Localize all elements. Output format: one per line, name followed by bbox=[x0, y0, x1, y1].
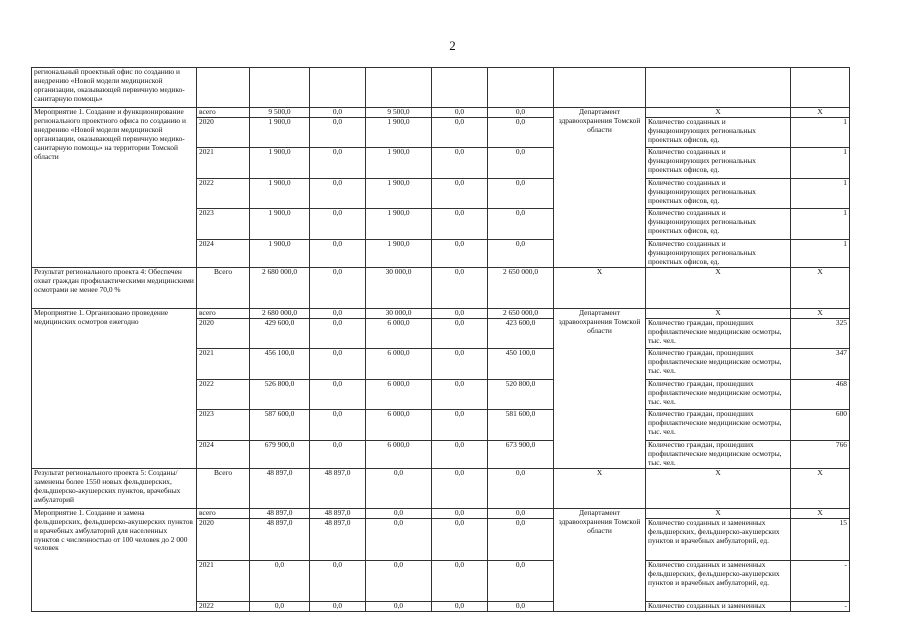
indicator-value: 1 bbox=[791, 147, 850, 178]
indicator-cell: Количество созданных и функционирующих региональных проектных офисов, ед. bbox=[646, 239, 791, 267]
regional-cell: 1 900,0 bbox=[366, 178, 432, 208]
indicator-value: 1 bbox=[791, 239, 850, 267]
municipal-cell: 0,0 bbox=[432, 508, 488, 518]
federal-cell: 0,0 bbox=[310, 208, 366, 239]
extra-budget-cell: 0,0 bbox=[488, 117, 554, 147]
result-value-x: Х bbox=[791, 468, 850, 508]
result-indicator-x: Х bbox=[646, 468, 791, 508]
indicator-value: Х bbox=[791, 308, 850, 318]
municipal-cell: 0,0 bbox=[432, 147, 488, 178]
indicator-value: 600 bbox=[791, 409, 850, 440]
municipal-cell: 0,0 bbox=[432, 468, 488, 508]
extra-budget-cell: 0,0 bbox=[488, 560, 554, 601]
municipal-cell: 0,0 bbox=[432, 208, 488, 239]
measure-description: Мероприятие 1. Организовано проведение медицинских осмотров ежегодно bbox=[32, 308, 197, 468]
result-value-x: Х bbox=[791, 267, 850, 308]
regional-cell: 0,0 bbox=[366, 468, 432, 508]
year-label: 2020 bbox=[197, 518, 250, 560]
indicator-cell: Количество созданных и функционирующих региональных проектных офисов, ед. bbox=[646, 117, 791, 147]
year-label: 2024 bbox=[197, 239, 250, 267]
extra-budget-cell: 2 650 000,0 bbox=[488, 267, 554, 308]
regional-cell: 1 900,0 bbox=[366, 239, 432, 267]
indicator-cell: Количество созданных и функционирующих региональных проектных офисов, ед. bbox=[646, 208, 791, 239]
federal-cell: 0,0 bbox=[310, 117, 366, 147]
department-cell: Департамент здравоохранения Томской области bbox=[554, 108, 646, 268]
total-cell: 587 600,0 bbox=[250, 409, 310, 440]
federal-cell: 48 897,0 bbox=[310, 468, 366, 508]
table-row bbox=[32, 108, 850, 118]
municipal-cell: 0,0 bbox=[432, 440, 488, 468]
indicator-value: 1 bbox=[791, 208, 850, 239]
department-cell: Департамент здравоохранения Томской области bbox=[554, 308, 646, 468]
indicator-cell: Количество граждан, прошедших профилактические медицинские осмотры, тыс. чел. bbox=[646, 440, 791, 468]
indicator-cell: Х bbox=[646, 308, 791, 318]
year-label: 2021 bbox=[197, 348, 250, 379]
regional-cell: 30 000,0 bbox=[366, 267, 432, 308]
indicator-value: 347 bbox=[791, 348, 850, 379]
municipal-cell: 0,0 bbox=[432, 267, 488, 308]
extra-budget-cell: 0,0 bbox=[488, 239, 554, 267]
indicator-value: 1 bbox=[791, 178, 850, 208]
extra-budget-cell: 0,0 bbox=[488, 518, 554, 560]
indicator-cell: Х bbox=[646, 108, 791, 118]
indicator-cell: Количество граждан, прошедших профилактические медицинские осмотры, тыс. чел. bbox=[646, 409, 791, 440]
year-label: 2023 bbox=[197, 409, 250, 440]
indicator-value: 468 bbox=[791, 379, 850, 409]
federal-cell: 0,0 bbox=[310, 239, 366, 267]
federal-cell: 0,0 bbox=[310, 178, 366, 208]
federal-cell: 0,0 bbox=[310, 318, 366, 348]
total-cell: 2 680 000,0 bbox=[250, 267, 310, 308]
municipal-cell: 0,0 bbox=[432, 178, 488, 208]
result-total-label: Всего bbox=[197, 267, 250, 308]
total-cell: 1 900,0 bbox=[250, 208, 310, 239]
total-cell: 1 900,0 bbox=[250, 239, 310, 267]
indicator-value: 325 bbox=[791, 318, 850, 348]
total-cell: 48 897,0 bbox=[250, 518, 310, 560]
indicator-cell: Количество созданных и функционирующих региональных проектных офисов, ед. bbox=[646, 178, 791, 208]
regional-cell: 0,0 bbox=[366, 601, 432, 611]
total-cell: 0,0 bbox=[250, 560, 310, 601]
federal-cell: 0,0 bbox=[310, 348, 366, 379]
indicator-cell: Количество граждан, прошедших профилактические медицинские осмотры, тыс. чел. bbox=[646, 348, 791, 379]
indicator-value: Х bbox=[791, 508, 850, 518]
extra-budget-cell: 0,0 bbox=[488, 108, 554, 118]
federal-cell: 0,0 bbox=[310, 147, 366, 178]
measure-description: Мероприятие 1. Создание и замена фельдшерских, фельдшерско-акушерских пунктов и врачебных амбулаторий для населенных пунктов с численностью от 100 человек до 2 000 человек bbox=[32, 508, 197, 611]
table-row bbox=[32, 308, 850, 318]
result-total-label: Всего bbox=[197, 468, 250, 508]
project-budget-table bbox=[31, 67, 850, 612]
federal-cell: 48 897,0 bbox=[310, 508, 366, 518]
extra-budget-cell: 520 800,0 bbox=[488, 379, 554, 409]
year-label: 2022 bbox=[197, 178, 250, 208]
municipal-cell: 0,0 bbox=[432, 108, 488, 118]
regional-cell: 1 900,0 bbox=[366, 147, 432, 178]
table-row bbox=[32, 508, 850, 518]
municipal-cell: 0,0 bbox=[432, 117, 488, 147]
federal-cell: 0,0 bbox=[310, 308, 366, 318]
extra-budget-cell: 0,0 bbox=[488, 178, 554, 208]
row-label-total: всего bbox=[197, 108, 250, 118]
municipal-cell: 0,0 bbox=[432, 518, 488, 560]
regional-cell: 6 000,0 bbox=[366, 440, 432, 468]
result-description: Результат регионального проекта 4: Обеспечен охват граждан профилактическими медицинскими осмотрами не менее 70,0 % bbox=[32, 267, 197, 308]
row-label-total: всего bbox=[197, 508, 250, 518]
municipal-cell: 0,0 bbox=[432, 239, 488, 267]
federal-cell: 0,0 bbox=[310, 560, 366, 601]
federal-cell: 0,0 bbox=[310, 108, 366, 118]
total-cell: 9 500,0 bbox=[250, 108, 310, 118]
table-row bbox=[32, 468, 850, 508]
extra-budget-cell: 0,0 bbox=[488, 147, 554, 178]
indicator-value: - bbox=[791, 560, 850, 601]
federal-cell: 48 897,0 bbox=[310, 518, 366, 560]
extra-budget-cell: 423 600,0 bbox=[488, 318, 554, 348]
extra-budget-cell: 673 900,0 bbox=[488, 440, 554, 468]
total-cell: 679 900,0 bbox=[250, 440, 310, 468]
indicator-value: 15 bbox=[791, 518, 850, 560]
indicator-value: Х bbox=[791, 108, 850, 118]
total-cell: 48 897,0 bbox=[250, 508, 310, 518]
year-label: 2020 bbox=[197, 117, 250, 147]
department-cell: Департамент здравоохранения Томской области bbox=[554, 508, 646, 611]
regional-cell: 0,0 bbox=[366, 560, 432, 601]
regional-cell: 30 000,0 bbox=[366, 308, 432, 318]
regional-cell: 6 000,0 bbox=[366, 318, 432, 348]
municipal-cell: 0,0 bbox=[432, 308, 488, 318]
year-label: 2023 bbox=[197, 208, 250, 239]
federal-cell: 0,0 bbox=[310, 440, 366, 468]
extra-budget-cell: 0,0 bbox=[488, 601, 554, 611]
total-cell: 2 680 000,0 bbox=[250, 308, 310, 318]
municipal-cell: 0,0 bbox=[432, 560, 488, 601]
regional-cell: 1 900,0 bbox=[366, 208, 432, 239]
regional-cell: 6 000,0 bbox=[366, 409, 432, 440]
year-label: 2022 bbox=[197, 601, 250, 611]
total-cell: 526 800,0 bbox=[250, 379, 310, 409]
year-label: 2021 bbox=[197, 560, 250, 601]
total-cell: 1 900,0 bbox=[250, 147, 310, 178]
extra-budget-cell: 581 600,0 bbox=[488, 409, 554, 440]
indicator-value: - bbox=[791, 601, 850, 611]
municipal-cell: 0,0 bbox=[432, 379, 488, 409]
measure-description: Мероприятие 1. Создание и функционирование регионального проектного офиса по созданию и внедрению «Новой модели медицинской организации, оказывающей первичную медико-санитарную помощь» на территории Томской области bbox=[32, 108, 197, 268]
federal-cell: 0,0 bbox=[310, 267, 366, 308]
regional-cell: 1 900,0 bbox=[366, 117, 432, 147]
regional-cell: 6 000,0 bbox=[366, 348, 432, 379]
indicator-cell: Количество граждан, прошедших профилактические медицинские осмотры, тыс. чел. bbox=[646, 379, 791, 409]
page-number: 2 bbox=[449, 38, 456, 53]
result-dept-x: Х bbox=[554, 468, 646, 508]
table-row bbox=[32, 267, 850, 308]
extra-budget-cell: 0,0 bbox=[488, 468, 554, 508]
total-cell: 1 900,0 bbox=[250, 178, 310, 208]
extra-budget-cell: 0,0 bbox=[488, 508, 554, 518]
federal-cell: 0,0 bbox=[310, 379, 366, 409]
indicator-cell: Количество созданных и функционирующих региональных проектных офисов, ед. bbox=[646, 147, 791, 178]
total-cell: 456 100,0 bbox=[250, 348, 310, 379]
federal-cell: 0,0 bbox=[310, 409, 366, 440]
year-label: 2024 bbox=[197, 440, 250, 468]
extra-budget-cell: 0,0 bbox=[488, 208, 554, 239]
indicator-cell: Количество созданных и замененных фельдшерских, фельдшерско-акушерских пунктов и врачебных амбулаторий, ед. bbox=[646, 560, 791, 601]
indicator-cell: Количество граждан, прошедших профилактические медицинские осмотры, тыс. чел. bbox=[646, 318, 791, 348]
year-label: 2022 bbox=[197, 379, 250, 409]
indicator-cell: Количество созданных и замененных bbox=[646, 601, 791, 611]
extra-budget-cell: 450 100,0 bbox=[488, 348, 554, 379]
municipal-cell: 0,0 bbox=[432, 409, 488, 440]
total-cell: 429 600,0 bbox=[250, 318, 310, 348]
municipal-cell: 0,0 bbox=[432, 601, 488, 611]
indicator-value: 766 bbox=[791, 440, 850, 468]
regional-cell: 0,0 bbox=[366, 518, 432, 560]
federal-cell: 0,0 bbox=[310, 601, 366, 611]
year-label: 2021 bbox=[197, 147, 250, 178]
total-cell: 0,0 bbox=[250, 601, 310, 611]
regional-cell: 9 500,0 bbox=[366, 108, 432, 118]
regional-cell: 6 000,0 bbox=[366, 379, 432, 409]
municipal-cell: 0,0 bbox=[432, 318, 488, 348]
year-label: 2020 bbox=[197, 318, 250, 348]
extra-budget-cell: 2 650 000,0 bbox=[488, 308, 554, 318]
result-description: Результат регионального проекта 5: Созданы/заменены более 1550 новых фельдшерских, фельдшерско-акушерских пунктов, врачебных амбулаторий bbox=[32, 468, 197, 508]
indicator-cell: Количество созданных и замененных фельдшерских, фельдшерско-акушерских пунктов и врачебных амбулаторий, ед. bbox=[646, 518, 791, 560]
total-cell: 48 897,0 bbox=[250, 468, 310, 508]
indicator-value: 1 bbox=[791, 117, 850, 147]
row-label-total: всего bbox=[197, 308, 250, 318]
result-dept-x: Х bbox=[554, 267, 646, 308]
indicator-cell: Х bbox=[646, 508, 791, 518]
intro-cell: региональный проектный офис по созданию и внедрению «Новой модели медицинской организации, оказывающей первичную медико-санитарную помощь» bbox=[32, 68, 197, 108]
table-body bbox=[32, 68, 850, 612]
municipal-cell: 0,0 bbox=[432, 348, 488, 379]
table-row bbox=[32, 68, 850, 108]
regional-cell: 0,0 bbox=[366, 508, 432, 518]
result-indicator-x: Х bbox=[646, 267, 791, 308]
total-cell: 1 900,0 bbox=[250, 117, 310, 147]
